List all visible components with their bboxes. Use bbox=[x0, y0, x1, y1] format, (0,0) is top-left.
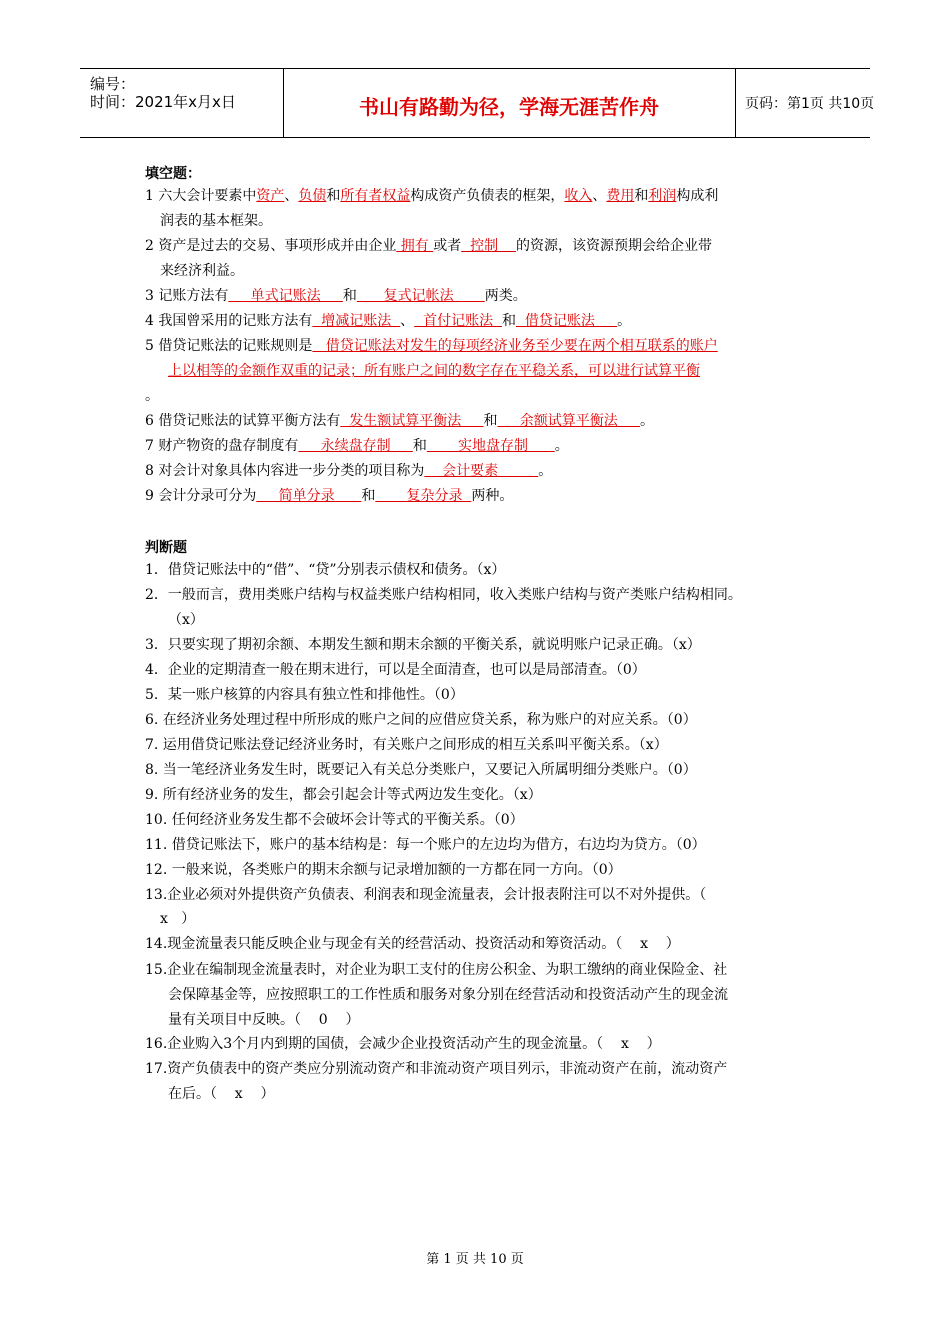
answer: 余额试算平衡法 bbox=[497, 413, 641, 429]
judge-item: 4．企业的定期清查一般在期末进行，可以是全面清查，也可以是局部清查。（0） bbox=[145, 662, 646, 678]
answer: 利润 bbox=[648, 188, 677, 204]
judge-section-title: 判断题 bbox=[145, 540, 187, 556]
answer: 收入 bbox=[564, 188, 593, 204]
answer: 复式记帐法 bbox=[356, 288, 485, 304]
judge-item-cont: 会保障基金等，应按照职工的工作性质和服务对象分别在经营活动和投资活动产生的现金流 bbox=[168, 987, 728, 1003]
judge-item: 17.资产负债表中的资产类应分别流动资产和非流动资产项目列示，非流动资产在前，流动资产 bbox=[145, 1061, 728, 1077]
fill-q2-line2: 来经济利益。 bbox=[160, 263, 244, 279]
judge-item: 12. 一般来说，各类账户的期末余额与记录增加额的一方都在同一方向。（0） bbox=[145, 862, 622, 878]
answer: 简单分录 bbox=[256, 488, 362, 504]
answer: 首付记账法 bbox=[414, 313, 502, 329]
fill-q3: 3 记账方法有 单式记账法 和 复式记帐法 两类。 bbox=[145, 288, 527, 304]
judge-item: 13.企业必须对外提供资产负债表、利润表和现金流量表，会计报表附注可以不对外提供。（ bbox=[145, 887, 707, 903]
fill-q6: 6 借贷记账法的试算平衡方法有 发生额试算平衡法 和 余额试算平衡法 。 bbox=[145, 413, 655, 429]
number-label: 编号： bbox=[90, 75, 136, 93]
judge-item: 3．只要实现了期初余额、本期发生额和期末余额的平衡关系，就说明账户记录正确。（x） bbox=[145, 637, 701, 653]
fill-q5-line3: 。 bbox=[145, 388, 159, 404]
answer: 会计要素 bbox=[424, 463, 539, 479]
answer: 发生额试算平衡法 bbox=[340, 413, 484, 429]
fill-q1-line2: 润表的基本框架。 bbox=[160, 213, 272, 229]
fill-q4: 4 我国曾采用的记账方法有 增减记账法 、 首付记账法 和 借贷记账法 。 bbox=[145, 313, 632, 329]
page-footer: 第 1 页 共 10 页 bbox=[426, 1252, 524, 1267]
judge-item: 11. 借贷记账法下，账户的基本结构是：每一个账户的左边均为借方，右边均为贷方。（0） bbox=[145, 837, 706, 853]
judge-item: 5．某一账户核算的内容具有独立性和排他性。（0） bbox=[145, 687, 464, 703]
answer: 拥有 bbox=[396, 238, 434, 254]
judge-item-cont: 在后。（ x ） bbox=[168, 1086, 275, 1102]
answer: 借贷记账法对发生的每项经济业务至少要在两个相互联系的账户 bbox=[312, 338, 718, 354]
answer: 上以相等的金额作双重的记录；所有账户之间的数字存在平稳关系，可以进行试算平衡 bbox=[168, 363, 700, 379]
header-left-cell bbox=[80, 69, 284, 137]
fill-q1-line1: 1 六大会计要素中资产、负债和所有者权益构成资产负债表的框架，收入、费用和利润构成利 bbox=[145, 188, 719, 204]
judge-item: 6. 在经济业务处理过程中所形成的账户之间的应借应贷关系，称为账户的对应关系。（0） bbox=[145, 712, 697, 728]
motto: 书山有路勤为径，学海无涯苦作舟 bbox=[359, 95, 659, 119]
header-center-cell bbox=[283, 69, 736, 137]
judge-item: 14.现金流量表只能反映企业与现金有关的经营活动、投资活动和筹资活动。（ x ） bbox=[145, 936, 680, 952]
judge-item: 9. 所有经济业务的发生，都会引起会计等式两边发生变化。（x） bbox=[145, 787, 542, 803]
judge-item: 2．一般而言，费用类账户结构与权益类账户结构相同，收入类账户结构与资产类账户结构相同。 bbox=[145, 587, 742, 603]
answer: 所有者权益 bbox=[340, 188, 411, 204]
fill-q2-line1: 2 资产是过去的交易、事项形成并由企业 拥有 或者 控制 的资源，该资源预期会给企业带 bbox=[145, 238, 712, 254]
fill-q9: 9 会计分录可分为 简单分录 和 复杂分录 两种。 bbox=[145, 488, 514, 504]
judge-item: 10. 任何经济业务发生都不会破坏会计等式的平衡关系。（0） bbox=[145, 812, 524, 828]
answer: 增减记账法 bbox=[312, 313, 401, 329]
header-right-cell bbox=[736, 69, 875, 137]
page-header bbox=[80, 68, 875, 138]
date-label: 时间：2021年x月x日 bbox=[90, 93, 236, 111]
fill-q8: 8 对会计对象具体内容进一步分类的项目称为 会计要素 。 bbox=[145, 463, 553, 479]
answer: 费用 bbox=[606, 188, 635, 204]
judge-item-cont: 量有关项目中反映。（ 0 ） bbox=[168, 1012, 360, 1028]
judge-item: 16.企业购入3个月内到期的国债，会减少企业投资活动产生的现金流量。（ x ） bbox=[145, 1036, 661, 1052]
fill-q5-line2 bbox=[168, 361, 700, 381]
answer: 永续盘存制 bbox=[298, 438, 413, 454]
judge-item: 1．借贷记账法中的“借”、“贷”分别表示债权和债务。（x） bbox=[145, 562, 506, 578]
judge-item-cont: （x） bbox=[168, 612, 204, 628]
answer: 实地盘存制 bbox=[426, 438, 555, 454]
fill-q5-line1: 5 借贷记账法的记账规则是 借贷记账法对发生的每项经济业务至少要在两个相互联系的账户 bbox=[145, 338, 718, 354]
judge-item: 15.企业在编制现金流量表时，对企业为职工支付的住房公积金、为职工缴纳的商业保险金、社 bbox=[145, 962, 728, 978]
fill-q7: 7 财产物资的盘存制度有 永续盘存制 和 实地盘存制 。 bbox=[145, 438, 569, 454]
answer: 借贷记账法 bbox=[515, 313, 618, 329]
answer: 复杂分录 bbox=[375, 488, 472, 504]
judge-item-cont: x ） bbox=[160, 911, 196, 927]
page-info: 页码：第1页 共10页 bbox=[745, 96, 875, 112]
answer: 负债 bbox=[298, 188, 327, 204]
answer: 控制 bbox=[461, 238, 516, 254]
answer: 资产 bbox=[256, 188, 285, 204]
answer: 单式记账法 bbox=[228, 288, 343, 304]
judge-item: 8. 当一笔经济业务发生时，既要记入有关总分类账户，又要记入所属明细分类账户。（0） bbox=[145, 762, 697, 778]
fill-section-title: 填空题： bbox=[145, 166, 201, 182]
judge-item: 7. 运用借贷记账法登记经济业务时，有关账户之间形成的相互关系叫平衡关系。（x） bbox=[145, 737, 668, 753]
